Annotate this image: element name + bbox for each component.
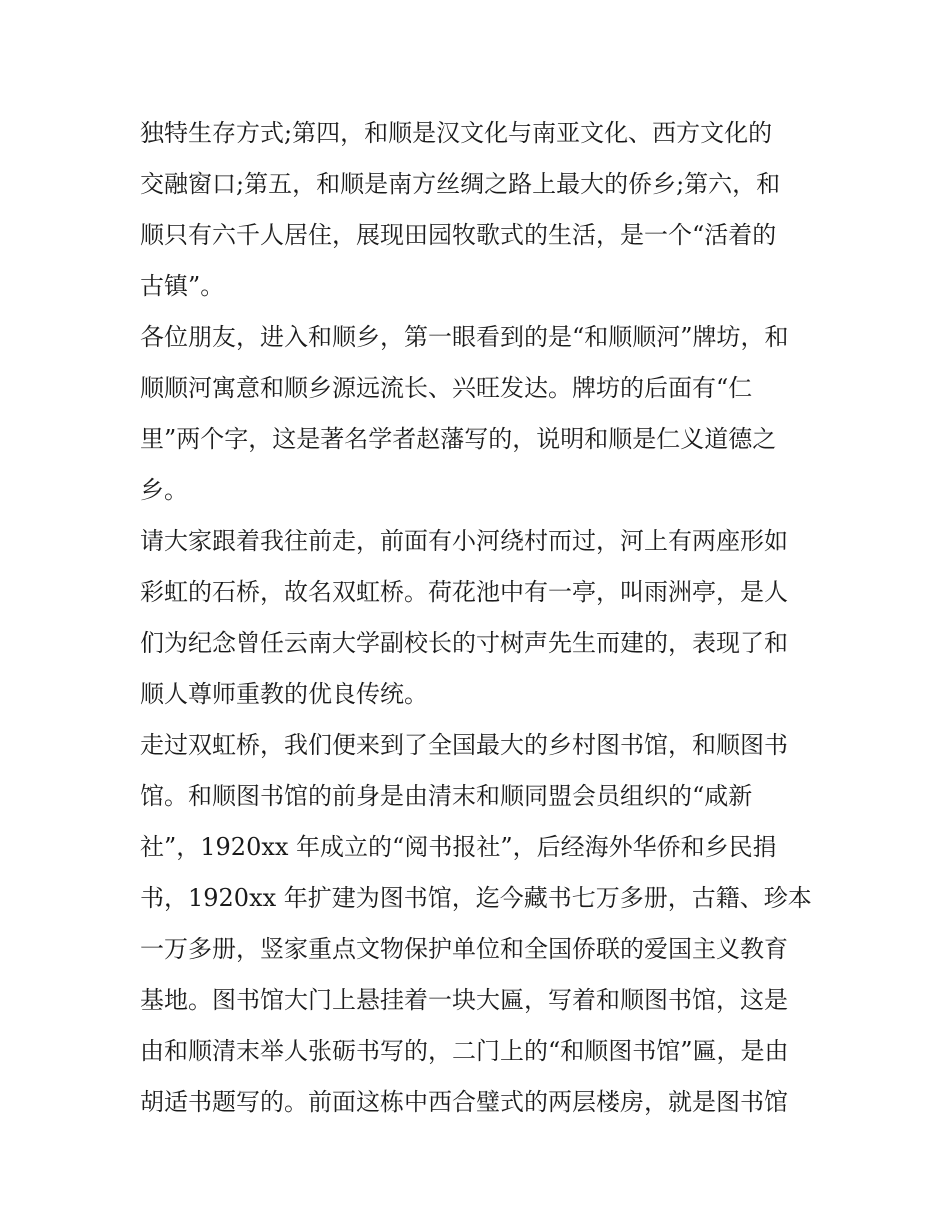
text-line: 一万多册，竖家重点文物保护单位和全国侨联的爱国主义教育	[140, 935, 788, 963]
text-line: 馆。和顺图书馆的前身是由清末和顺同盟会员组织的“咸新	[140, 782, 753, 810]
text-line: 胡适书题写的。前面这栋中西合璧式的两层楼房，就是图书馆	[140, 1088, 788, 1116]
text-line: 顺只有六千人居住，展现田园牧歌式的生活，是一个“活着的	[140, 221, 777, 249]
text-line: 顺人尊师重教的优良传统。	[140, 680, 428, 708]
body-text	[140, 108, 820, 1128]
text-line: 们为纪念曾任云南大学副校长的寸树声先生而建的，表现了和	[140, 629, 788, 657]
text-line: 社”，1920xx 年成立的“阅书报社”，后经海外华侨和乡民捐	[140, 833, 777, 861]
text-line: 交融窗口;第五，和顺是南方丝绸之路上最大的侨乡;第六，和	[140, 170, 781, 198]
text-line: 独特生存方式;第四，和顺是汉文化与南亚文化、西方文化的	[140, 119, 773, 147]
text-line: 彩虹的石桥，故名双虹桥。荷花池中有一亭，叫雨洲亭，是人	[140, 578, 788, 606]
text-line: 基地。图书馆大门上悬挂着一块大匾，写着和顺图书馆，这是	[140, 986, 788, 1014]
text-line: 顺顺河寓意和顺乡源远流长、兴旺发达。牌坊的后面有“仁	[140, 374, 753, 402]
text-line: 请大家跟着我往前走，前面有小河绕村而过，河上有两座形如	[140, 527, 788, 555]
text-line: 里”两个字，这是著名学者赵藩写的，说明和顺是仁义道德之	[140, 425, 777, 453]
text-line: 乡。	[140, 476, 188, 504]
text-line: 各位朋友，进入和顺乡，第一眼看到的是“和顺顺河”牌坊，和	[140, 323, 789, 351]
text-line: 书，1920xx 年扩建为图书馆，迄今藏书七万多册，古籍、珍本	[140, 884, 812, 912]
text-line: 走过双虹桥，我们便来到了全国最大的乡村图书馆，和顺图书	[140, 731, 788, 759]
text-line: 古镇”。	[140, 272, 225, 300]
text-line: 由和顺清末举人张砺书写的，二门上的“和顺图书馆”匾，是由	[140, 1037, 789, 1065]
